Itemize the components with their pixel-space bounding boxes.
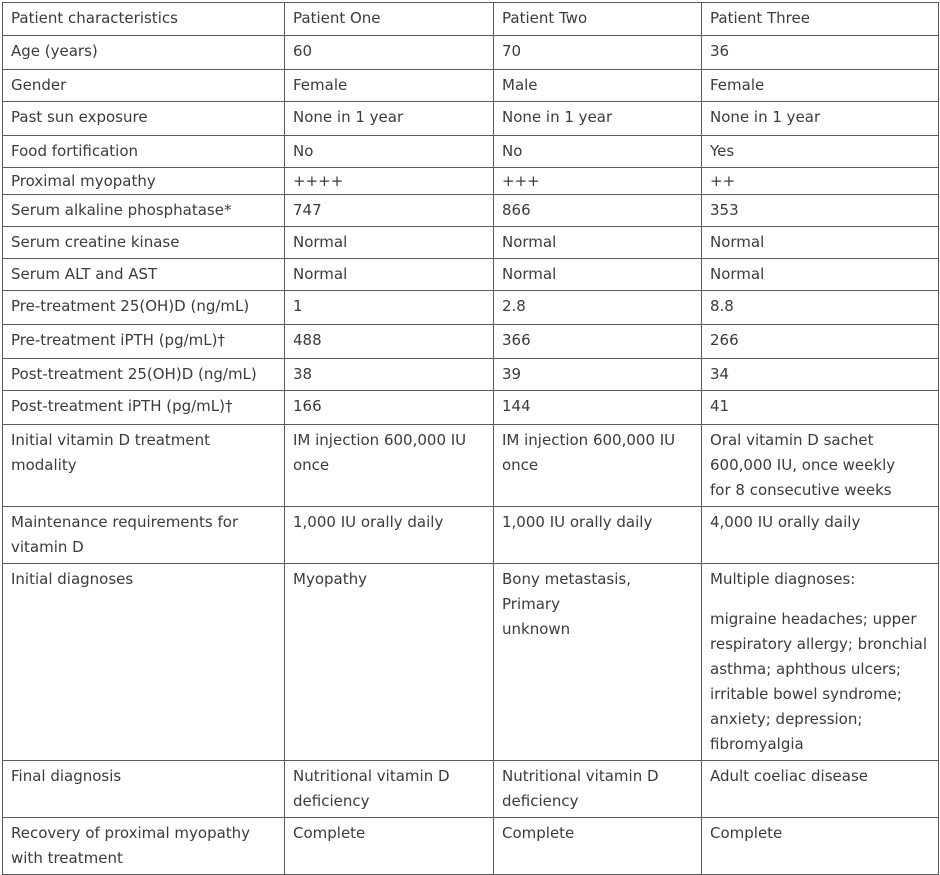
cell-patient-three <box>702 564 939 761</box>
table-row-post-25ohd <box>3 359 939 391</box>
cell-patient-two: Nutritional vitamin D deficiency <box>494 761 702 818</box>
cell-patient-two: 866 <box>494 195 702 227</box>
table-row-gender <box>3 70 939 102</box>
header-cell-characteristics: Patient characteristics <box>3 3 285 36</box>
row-label: Pre-treatment 25(OH)D (ng/mL) <box>3 291 285 325</box>
header-cell-patient-one: Patient One <box>285 3 494 36</box>
row-label: Proximal myopathy <box>3 168 285 195</box>
row-label: Recovery of proximal myopathy with treatment <box>3 818 285 875</box>
table-row-creatine-kinase <box>3 227 939 259</box>
cell-patient-two: IM injection 600,000 IU once <box>494 425 702 507</box>
cell-patient-two: Male <box>494 70 702 102</box>
row-label: Serum ALT and AST <box>3 259 285 291</box>
cell-patient-three: None in 1 year <box>702 102 939 136</box>
row-label: Post-treatment 25(OH)D (ng/mL) <box>3 359 285 391</box>
cell-patient-one: 488 <box>285 325 494 359</box>
cell-patient-three: Yes <box>702 136 939 168</box>
cell-patient-two: 70 <box>494 36 702 70</box>
cell-patient-three: Female <box>702 70 939 102</box>
row-label: Final diagnosis <box>3 761 285 818</box>
cell-patient-three: 353 <box>702 195 939 227</box>
cell-patient-three: Normal <box>702 227 939 259</box>
cell-patient-one: Myopathy <box>285 564 494 761</box>
cell-patient-two: None in 1 year <box>494 102 702 136</box>
row-label: Gender <box>3 70 285 102</box>
cell-patient-one: 60 <box>285 36 494 70</box>
cell-patient-one: 1,000 IU orally daily <box>285 507 494 564</box>
table-row-alkaline-phosphatase <box>3 195 939 227</box>
row-label: Past sun exposure <box>3 102 285 136</box>
table-row-maintenance <box>3 507 939 564</box>
cell-patient-three: 4,000 IU orally daily <box>702 507 939 564</box>
patient-characteristics-table <box>2 2 939 875</box>
cell-patient-three: 34 <box>702 359 939 391</box>
diagnoses-heading: Multiple diagnoses: <box>710 570 856 588</box>
cell-patient-three: Oral vitamin D sachet 600,000 IU, once weekly for 8 consecutive weeks <box>702 425 939 507</box>
row-label: Age (years) <box>3 36 285 70</box>
cell-patient-three: Normal <box>702 259 939 291</box>
table-row-initial-diagnoses <box>3 564 939 761</box>
cell-patient-two: Bony metastasis, Primary unknown <box>494 564 702 761</box>
cell-patient-three: Complete <box>702 818 939 875</box>
cell-patient-one: 1 <box>285 291 494 325</box>
header-cell-patient-three: Patient Three <box>702 3 939 36</box>
table-row-recovery <box>3 818 939 875</box>
header-cell-patient-two: Patient Two <box>494 3 702 36</box>
cell-patient-one: Normal <box>285 227 494 259</box>
row-label: Maintenance requirements for vitamin D <box>3 507 285 564</box>
cell-patient-one: Female <box>285 70 494 102</box>
row-label: Serum alkaline phosphatase* <box>3 195 285 227</box>
table-row-age <box>3 36 939 70</box>
cell-patient-two: Normal <box>494 259 702 291</box>
table-row-sun-exposure <box>3 102 939 136</box>
cell-patient-three: 36 <box>702 36 939 70</box>
row-label: Initial diagnoses <box>3 564 285 761</box>
cell-patient-one: Nutritional vitamin D deficiency <box>285 761 494 818</box>
table-row-pre-ipth <box>3 325 939 359</box>
cell-patient-three: 8.8 <box>702 291 939 325</box>
cell-patient-three: 266 <box>702 325 939 359</box>
table-row-alt-ast <box>3 259 939 291</box>
table-row-pre-25ohd <box>3 291 939 325</box>
cell-patient-two: 39 <box>494 359 702 391</box>
cell-patient-one: IM injection 600,000 IU once <box>285 425 494 507</box>
cell-patient-two: No <box>494 136 702 168</box>
table-row-proximal-myopathy <box>3 168 939 195</box>
cell-patient-one: No <box>285 136 494 168</box>
table-row-final-diagnosis <box>3 761 939 818</box>
cell-patient-one: ++++ <box>285 168 494 195</box>
cell-patient-three: Adult coeliac disease <box>702 761 939 818</box>
cell-patient-one: 38 <box>285 359 494 391</box>
row-label: Initial vitamin D treatment modality <box>3 425 285 507</box>
cell-patient-two: 2.8 <box>494 291 702 325</box>
cell-patient-two: 1,000 IU orally daily <box>494 507 702 564</box>
header-row <box>3 3 939 36</box>
cell-patient-two: Normal <box>494 227 702 259</box>
row-label: Pre-treatment iPTH (pg/mL)† <box>3 325 285 359</box>
cell-patient-one: Normal <box>285 259 494 291</box>
row-label: Serum creatine kinase <box>3 227 285 259</box>
cell-patient-one: 747 <box>285 195 494 227</box>
cell-patient-two: 144 <box>494 391 702 425</box>
table-row-food-fortification <box>3 136 939 168</box>
cell-patient-two: 366 <box>494 325 702 359</box>
table-row-post-ipth <box>3 391 939 425</box>
cell-patient-one: 166 <box>285 391 494 425</box>
cell-patient-one: None in 1 year <box>285 102 494 136</box>
cell-patient-one: Complete <box>285 818 494 875</box>
cell-patient-three: ++ <box>702 168 939 195</box>
cell-patient-three: 41 <box>702 391 939 425</box>
cell-patient-two: Complete <box>494 818 702 875</box>
table-row-initial-treatment <box>3 425 939 507</box>
diagnoses-list: migraine headaches; upper respiratory allergy; bronchial asthma; aphthous ulcers; irritable bowel syndrome; anxiety; depression; fibromyalgia <box>710 610 928 753</box>
row-label: Post-treatment iPTH (pg/mL)† <box>3 391 285 425</box>
cell-patient-two: +++ <box>494 168 702 195</box>
row-label: Food fortification <box>3 136 285 168</box>
